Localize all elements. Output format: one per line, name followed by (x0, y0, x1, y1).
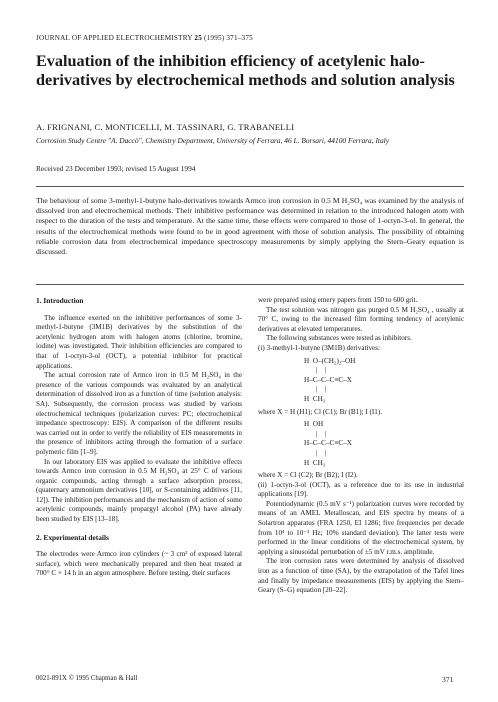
received-dates: Received 23 December 1993; revised 15 August 1994 (36, 164, 196, 173)
chem-line: | | (316, 385, 327, 394)
paragraph: The influence exerted on the inhibitive performances of some 3-methyl-1-butyne (3M1B) derivatives by the substitution of the acetylenic hydrogen atom with halogen atoms (chlorine, bromine, iodine) was investigated. Their inhibition efficiencies are compared to that of 1-octyn-3-ol (OCT), a potential inhibitor for practical applications. (36, 313, 242, 370)
paragraph: The test solution was nitrogen gas purged 0.5 M H₂SO₄ , usually at 70° C, owing to the increased film forming tendency of acetylenic derivatives at elevated temperatures. (258, 305, 464, 333)
chem-line: | | (316, 366, 327, 375)
paragraph: were prepared using emery papers from 150 to 600 grit. (258, 296, 418, 304)
left-column (36, 296, 242, 579)
paragraph: The iron corrosion rates were determined by analysis of dissolved iron as a function of time (SA), by the extrapolation of the Tafel lines and finally by impedance measurements (EIS) by applying the Stern–Geary (S–G) equation [20–22]. (258, 557, 464, 595)
chem-line: | | (316, 448, 327, 457)
abstract: The behaviour of some 3-methyl-1-butyne halo-derivatives towards Armco iron corrosion in 0.5 M H₂SO₄ was examined by the analysis of dissolved iron and electrochemical methods. Their inhibitive performance was determined in relation to the introduced halogen atom with respect to the duration of the tests and temperature. At the same time, these effects were compared to those of 1-octyn-3-ol. In general, the results of the electrochemical methods were found to be in good agreement with those of solution analysis. The possibility of obtaining reliable corrosion data from electrochemical impedance spectroscopy measurements by simply applying the Stern–Geary equation is discussed. (36, 196, 464, 257)
section-heading-experimental: 2. Experimental details (36, 532, 109, 542)
journal-volume: 25 (194, 34, 203, 42)
journal-name: JOURNAL OF APPLIED ELECTROCHEMISTRY (36, 34, 193, 42)
right-column (258, 296, 464, 596)
paragraph: The following substances were tested as inhibitors. (266, 334, 412, 343)
paragraph: Potentiodynamic (0.5 mV s⁻¹) polarization curves were recorded by means of an AMEL Metalloscan, and EIS spectra by means of a Solartron apparatus (FRA 1250, EI 1286; five frequencies per decade from 10⁴ to 10⁻² Hz; 10% standard deviation). The latter tests were performed in the linear conditions of the electrochemical system, by applying a sinusoidal perturbation of ±5 mV r.m.s. amplitude. (258, 499, 464, 556)
section-heading-introduction: 1. Introduction (36, 296, 84, 305)
paragraph: The actual corrosion rate of Armco iron in 0.5 M H₂SO₄ in the presence of the various compounds was evaluated by an analytical determination of dissolved iron as a function of time (solution analysis: SA). Subsequently, the corrosion process was studied by various electrochemical techniques (polarization curves: PC; electrochemical impedance spectroscopy: EIS). A comparison of the different results was carried out in order to verify the reliability of EIS measurements in the presence of inhibitors acting through the formation of a surface polymeric film [1–9]. (36, 371, 242, 456)
paragraph: (ii) 1-octyn-3-ol (OCT), as a reference due to its use in industrial applications [19]. (258, 480, 464, 499)
journal-header (36, 34, 253, 42)
chem-line: | | (316, 429, 327, 438)
affiliation: Corrosion Study Centre "A. Daccò", Chemistry Department, University of Ferrara, 46 L. Borsari, 44100 Ferrara, Italy (36, 136, 389, 145)
chem-line: H OH (304, 420, 324, 429)
paragraph: where X = Cl (C2); Br (B2); I (I2). (258, 471, 358, 480)
paper-title: Evaluation of the inhibition efficiency of acetylenic halo-derivatives by electrochemical methods and solution analysis (36, 52, 455, 89)
chem-line: H CH₃ (304, 458, 326, 467)
chem-line: H O–(CH₂)₂–OH (304, 356, 356, 365)
paragraph: (i) 3-methyl-1-butyne (3M1B) derivatives: (258, 343, 380, 352)
chem-line: H CH₃ (304, 394, 326, 403)
chemical-structure-1 (304, 357, 464, 405)
chemical-structure-2 (304, 420, 464, 468)
abstract-rule (36, 284, 464, 285)
page-number: 371 (442, 675, 454, 684)
paragraph: where X = H (H1); Cl (C1); Br (B1); I (I1). (258, 407, 383, 416)
authors: A. FRIGNANI, C. MONTICELLI, M. TASSINARI, G. TRABANELLI (36, 122, 295, 132)
chem-line: H–C–C–C≡C–X (304, 439, 352, 448)
chem-line: H–C–C–C≡C–X (304, 375, 352, 384)
footer-copyright: 0021-891X © 1995 Chapman & Hall (36, 675, 138, 682)
paragraph: The electrodes were Armco iron cylinders (~ 3 cm² of exposed lateral surface), which were mechanically prepared and then heat treated at 700° C × 14 h in an argon atmosphere. Before testing, their surfaces (36, 550, 242, 578)
paragraph: In our laboratory EIS was applied to evaluate the inhibitive effects towards Armco iron corrosion in 0.5 M H₂SO₄ at 25° C of various organic compounds, acting through a surface adsorption process, (quaternary ammonium derivatives [10], or S-containing additives [11, 12]). The inhibition performances and the mechanism of action of some acetylenic compounds, mainly propargyl alcohol (PA) have already been studied by EIS [13–18]. (36, 457, 242, 524)
top-rule (36, 186, 464, 187)
journal-year-pages: (1995) 371–375 (204, 34, 253, 42)
